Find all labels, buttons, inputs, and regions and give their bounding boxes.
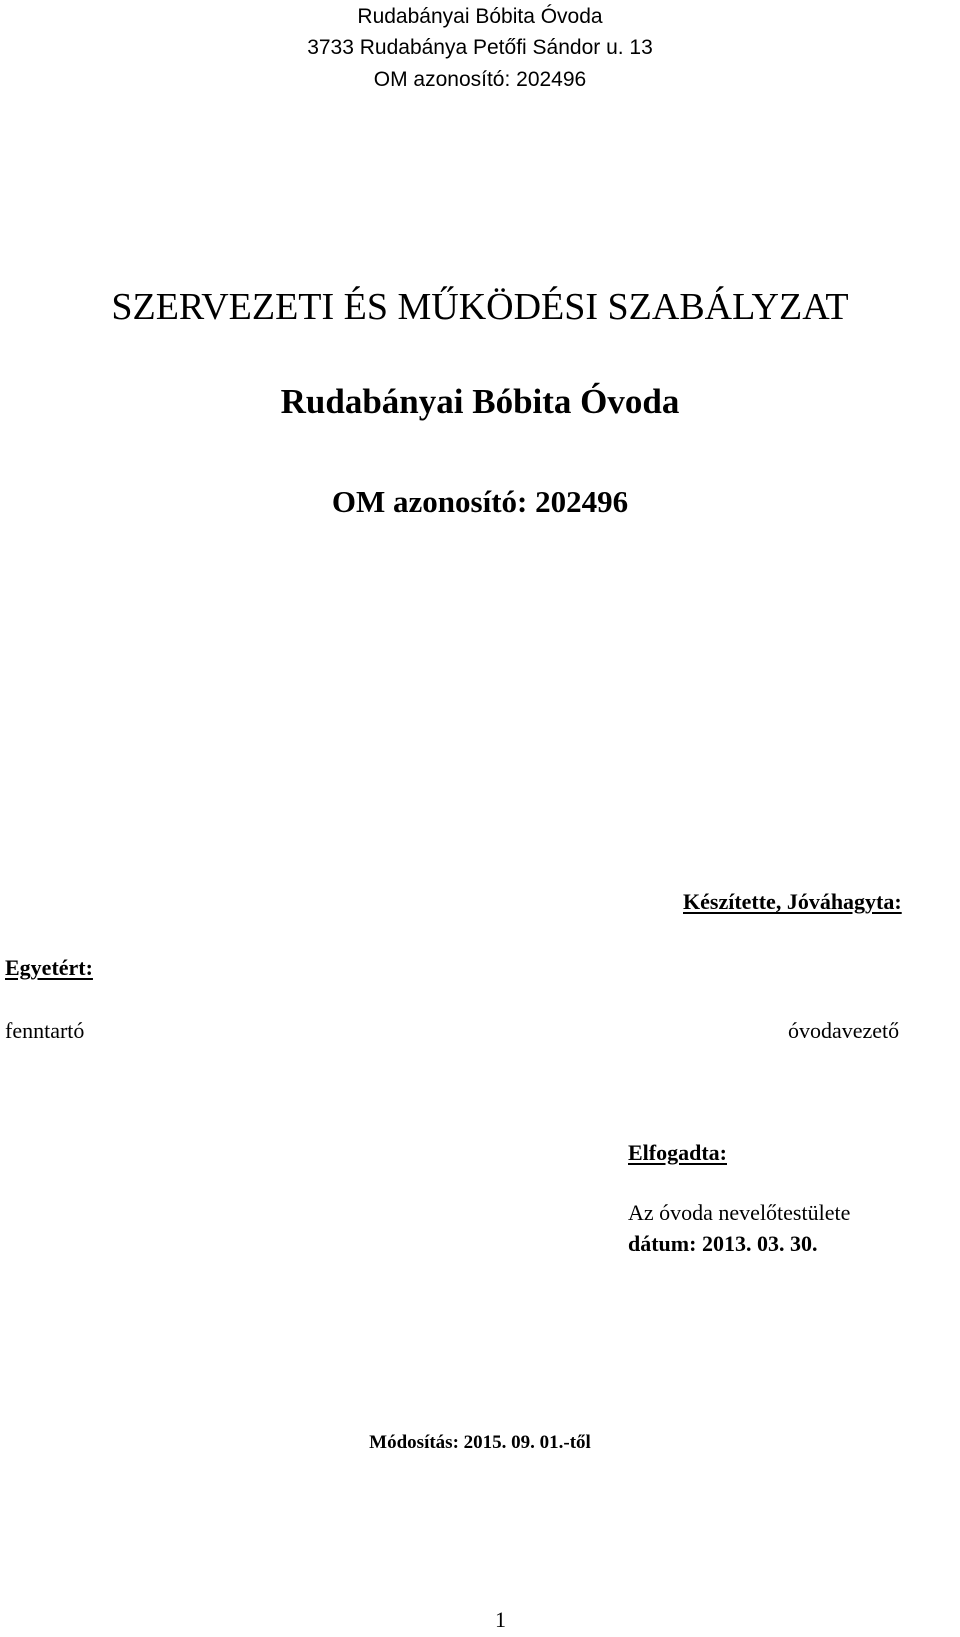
document-title: SZERVEZETI ÉS MŰKÖDÉSI SZABÁLYZAT <box>111 286 849 328</box>
adopted-label: Elfogadta: <box>628 1140 727 1165</box>
header-institution: Rudabányai Bóbita Óvoda <box>357 5 603 28</box>
title-institution: Rudabányai Bóbita Óvoda <box>280 382 680 421</box>
prepared-approved-label: Készítette, Jóváhagyta: <box>683 889 902 914</box>
header-address: 3733 Rudabánya Petőfi Sándor u. 13 <box>307 36 653 59</box>
page-number: 1 <box>495 1607 506 1632</box>
adopted-by: Az óvoda nevelőtestülete <box>628 1200 851 1225</box>
header-om-id: OM azonosító: 202496 <box>373 68 587 91</box>
director-signature: óvodavezető <box>788 1018 900 1043</box>
agreed-label: Egyetért: <box>5 955 93 980</box>
modification-note: Módosítás: 2015. 09. 01.-től <box>369 1432 591 1453</box>
adoption-date: dátum: 2013. 03. 30. <box>628 1231 818 1256</box>
maintainer-signature: fenntartó <box>5 1018 85 1043</box>
title-om-id: OM azonosító: 202496 <box>331 484 629 519</box>
